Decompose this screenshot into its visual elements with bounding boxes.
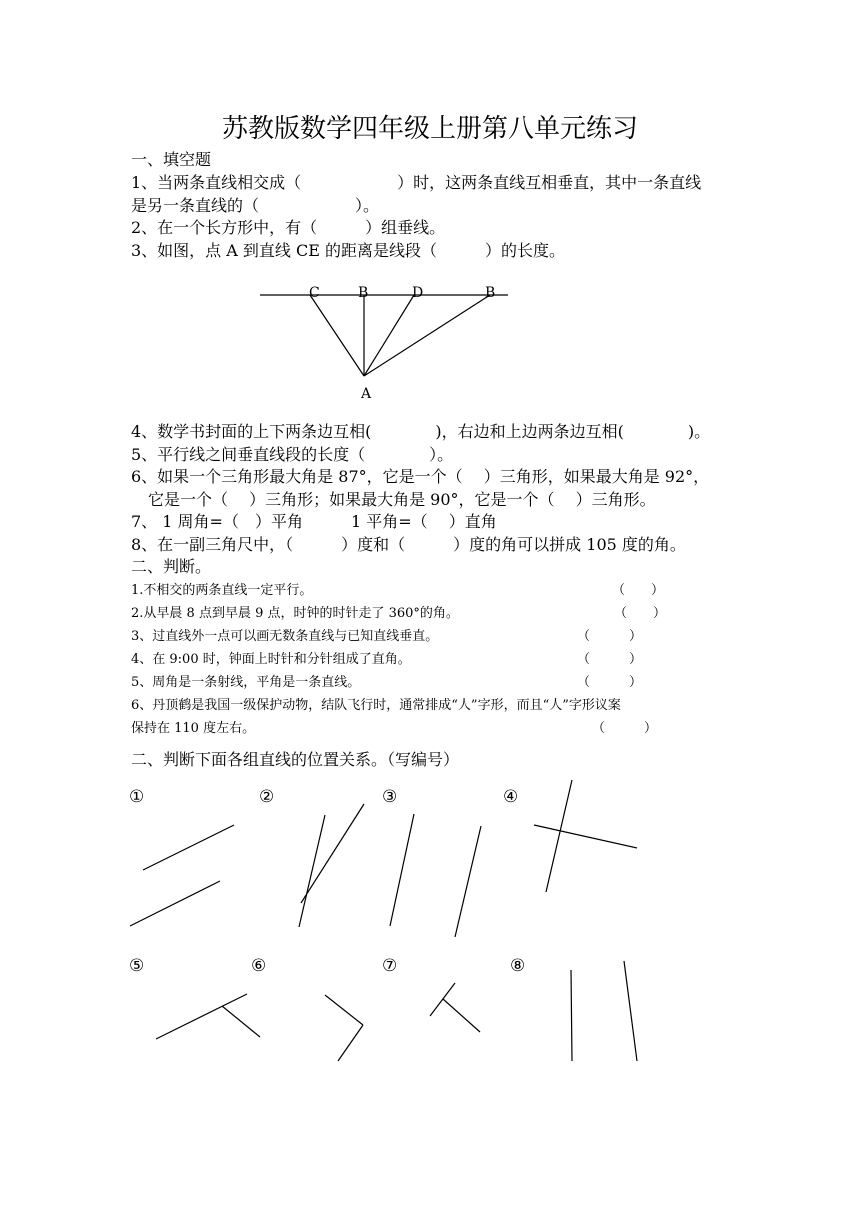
question-6-line2: 它是一个（ ）三角形；如果最大角是 90°，它是一个（ ）三角形。 [148, 490, 656, 509]
marker-7: ⑦ [382, 956, 398, 976]
figure-4-line-a [546, 780, 572, 892]
section2-heading: 二、判断。 [131, 557, 212, 576]
question-6-line1: 6、如果一个三角形最大角是 87°，它是一个（ ）三角形，如果最大角是 92°， [131, 467, 710, 486]
section3-heading: 二、判断下面各组直线的位置关系。（写编号） [131, 750, 460, 769]
figure-6-line-a [325, 995, 363, 1025]
judge-item-3: 3、过直线外一点可以画无数条直线与已知直线垂直。 [131, 629, 439, 644]
judge-item-2: 2.从早晨 8 点到早晨 9 点，时钟的时针走了 360°的角。 [131, 606, 459, 621]
judge-item-1: 1.不相交的两条直线一定平行。 [131, 583, 313, 598]
judge-paren-4[interactable]: （ ） [577, 652, 643, 667]
question-3: 3、如图，点 A 到直线 CE 的距离是线段（ ）的长度。 [131, 241, 566, 260]
question-1-line1: 1、当两条直线相交成（ ）时，这两条直线互相垂直，其中一条直线 [131, 173, 702, 192]
figure-8-line-a [571, 970, 572, 1061]
figure-2-line-b [301, 804, 364, 903]
page-title: 苏教版数学四年级上册第八单元练习 [221, 114, 638, 144]
figure-3-line-b [455, 826, 481, 937]
judge-paren-1[interactable]: （ ） [612, 583, 665, 598]
label-b2: B [485, 285, 496, 301]
figure-1-line-b [130, 881, 220, 926]
figure-7-line-a [430, 983, 455, 1016]
marker-3: ③ [382, 787, 398, 807]
figure-4-line-b [534, 825, 637, 848]
judge-item-5: 5、周角是一条射线，平角是一条直线。 [131, 675, 361, 690]
label-b1: B [358, 285, 369, 301]
judge-item-6-line2: 保持在 110 度左右。 [131, 721, 256, 736]
figure-7-line-b [443, 999, 480, 1032]
label-c: C [309, 285, 320, 301]
marker-8: ⑧ [510, 956, 526, 976]
judge-paren-5[interactable]: （ ） [577, 675, 643, 690]
judge-item-6-line1: 6、丹顶鹤是我国一级保护动物，结队飞行时，通常排成“人”字形，而且“人”字形议案 [131, 698, 621, 713]
question-5: 5、平行线之间垂直线段的长度（ ）。 [131, 445, 454, 464]
label-a: A [361, 386, 372, 402]
marker-4: ④ [503, 787, 519, 807]
marker-2: ② [259, 787, 275, 807]
judge-item-4: 4、在 9:00 时，钟面上时针和分针组成了直角。 [131, 652, 411, 667]
figure-3-line-a [390, 814, 414, 926]
figure-6-line-b [338, 1025, 363, 1061]
question-8: 8、在一副三角尺中，（ ）度和（ ）度的角可以拼成 105 度的角。 [131, 535, 686, 554]
judge-paren-2[interactable]: （ ） [614, 606, 667, 621]
question-2: 2、在一个长方形中，有（ ）组垂线。 [131, 218, 446, 237]
question-4: 4、数学书封面的上下两条边互相( )，右边和上边两条边互相( )。 [131, 422, 711, 441]
marker-1: ① [129, 787, 145, 807]
figure-5-line-a [156, 994, 247, 1039]
judge-paren-6[interactable]: （ ） [592, 721, 658, 736]
question-7: 7、 1 周角=（ ）平角 1 平角=（ ）直角 [131, 512, 497, 531]
section1-heading: 一、填空题 [131, 150, 212, 169]
question-1-line2: 是另一条直线的（ ）。 [131, 196, 380, 215]
figure-1-line-a [143, 825, 234, 870]
judge-paren-3[interactable]: （ ） [577, 629, 643, 644]
figure-5-line-b [222, 1006, 260, 1037]
marker-6: ⑥ [251, 956, 267, 976]
figure-8-line-b [624, 961, 637, 1061]
marker-5: ⑤ [129, 956, 145, 976]
label-d: D [412, 285, 424, 301]
